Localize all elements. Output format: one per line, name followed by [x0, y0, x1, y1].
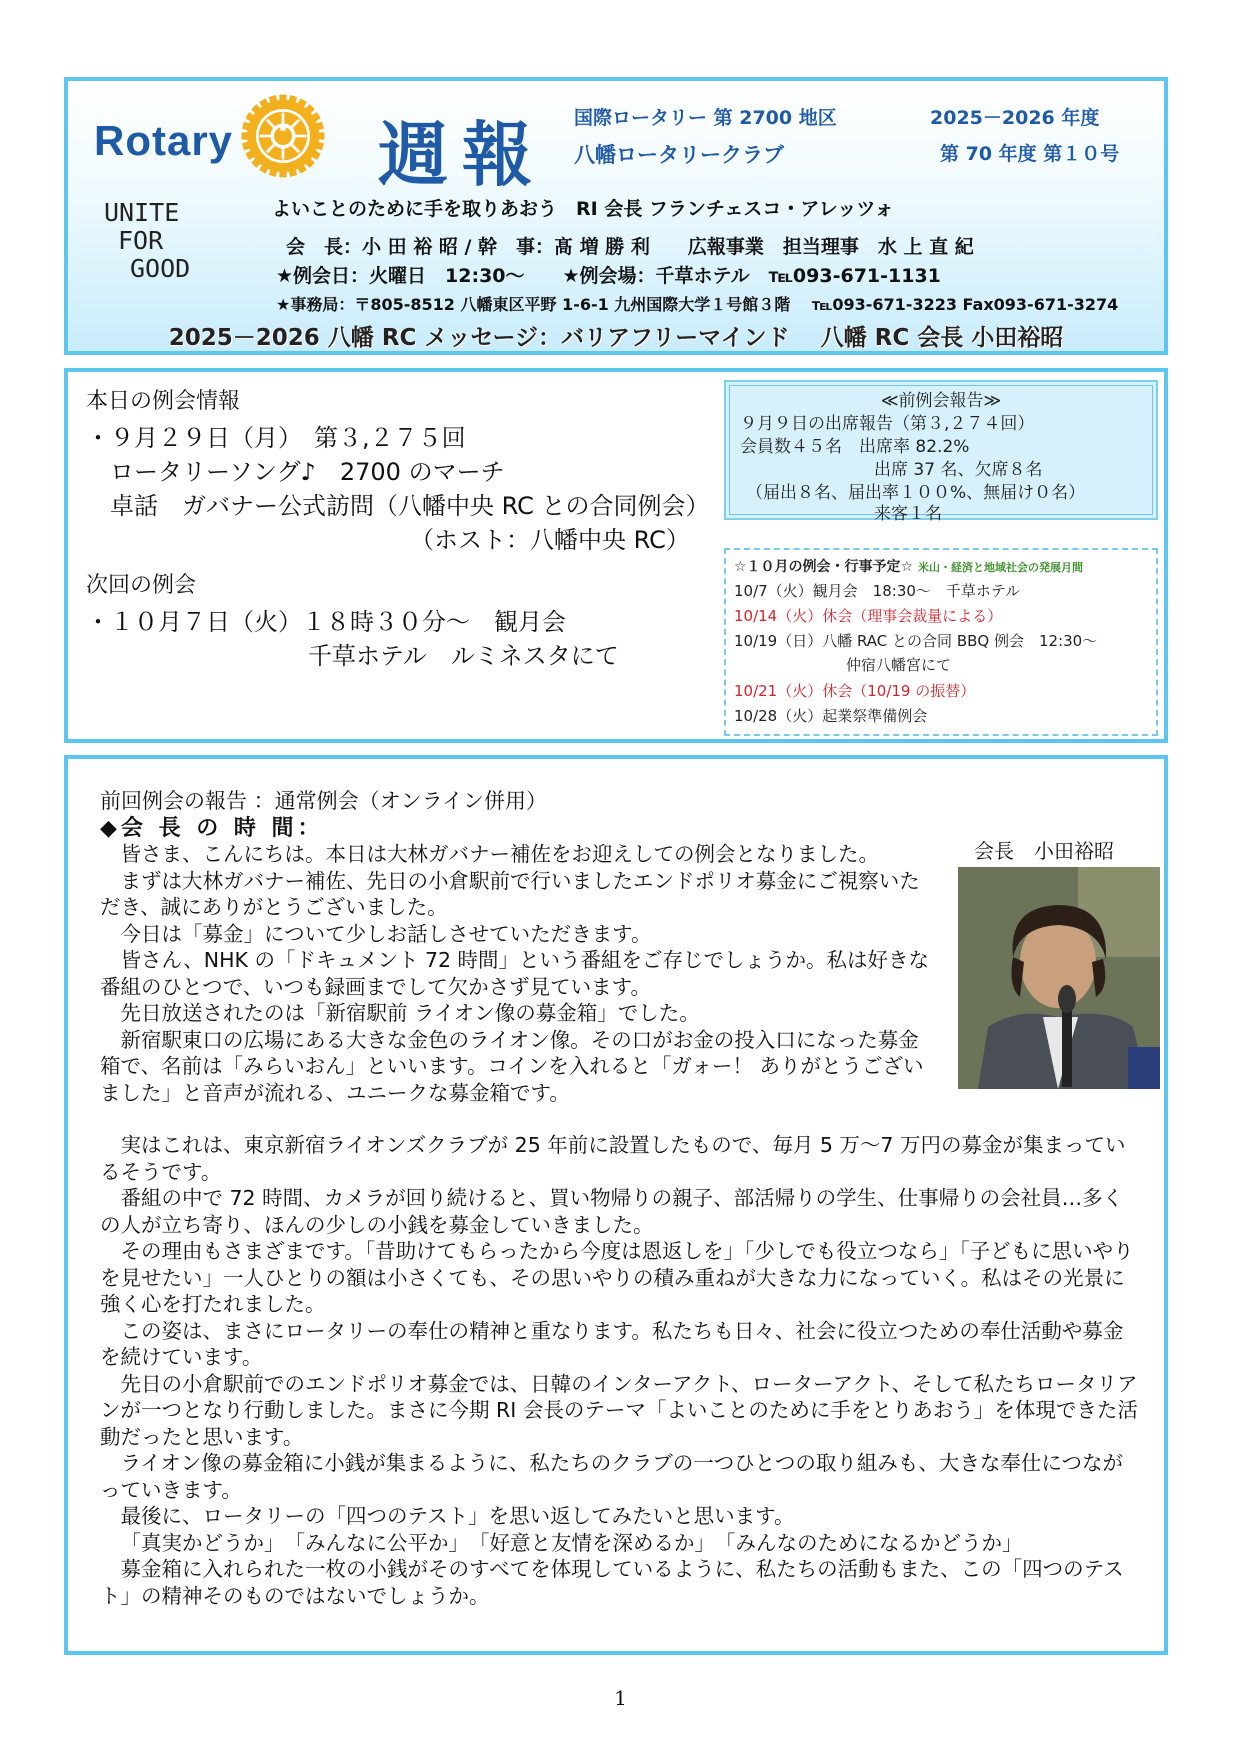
fiscal-year: 2025－2026 年度 — [930, 107, 1100, 129]
schedule-tag: 米山・経済と地域社会の発展月間 — [917, 561, 1083, 574]
schedule-title: ☆１０月の例会・行事予定☆ 米山・経済と地域社会の発展月間 — [734, 559, 1083, 575]
article-paragraph: 最後に、ロータリーの「四つのテスト」を思い返してみたいと思います。 — [120, 1504, 795, 1528]
district-label: 国際ロータリー 第 2700 地区 — [574, 107, 837, 129]
article-paragraph: 今日は「募金」について少しお話しさせていただきます。 — [120, 921, 652, 946]
schedule-item: 10/14（火）休会（理事会裁量による） — [734, 607, 1003, 625]
today-host: （ホスト：八幡中央 RC） — [410, 526, 690, 554]
article-paragraph: まずは大林ガバナー補佐、先日の小倉駅前で行いましたエンドポリオ募金にご視察いただき、誠にありがとうございました。 — [100, 868, 920, 919]
ri-theme: よいことのために手を取りあおう RI 会長 フランチェスコ・アレッツォ — [272, 198, 894, 220]
article-box — [64, 755, 1168, 1655]
article-paragraph: 「真実かどうか」 「みんなに公平か」 「好意と友情を深めるか」 「みんなのためになるかどうか」 — [120, 1530, 1023, 1555]
office-address: ★事務局：〒805-8512 八幡東区平野 1-6-1 九州国際大学１号館３階 ℡093-671-3223 Fax093-671-3274 — [276, 295, 1119, 314]
today-heading: 本日の例会情報 — [86, 389, 241, 414]
report-line: 会員数４５名 出席率 82.2% — [740, 437, 970, 457]
article-paragraph: ライオン像の募金箱に小銭が集まるように、私たちのクラブの一つひとつの取り組みも、大きな奉仕につながっていきます。 — [100, 1451, 1123, 1502]
today-date: ・９月２９日（月） 第３,２７５回 — [86, 424, 466, 452]
newsletter-header — [64, 77, 1168, 355]
today-talk: 卓話 ガバナー公式訪問（八幡中央 RC との合同例会） — [110, 492, 710, 520]
article-paragraph: その理由もさまざまです。「昔助けてもらったから今度は恩返しを」「少しでも役立つなら」「子どもに思いやりを見せたい」一人ひとりの額は小さくても、その思いやりの積み重ねが大きな力になっていく。私はその光景に強く心を打たれました。 — [100, 1239, 1134, 1316]
report-line: （届出８名、届出率１００%、無届け０名） — [746, 483, 1086, 503]
newsletter-title: 週報 — [378, 113, 546, 196]
club-officers: 会 長：小 田 裕 昭 / 幹 事：髙 増 勝 利 広報事業 担当理事 水 上 直 紀 — [286, 236, 974, 258]
article-subheading: ◆会 長 の 時 間： — [100, 816, 324, 841]
schedule-item: 10/7（火）観月会 18:30～ 千草ホテル — [734, 582, 1021, 600]
october-schedule-panel — [724, 548, 1158, 736]
report-line: 来客１名 — [874, 504, 942, 524]
next-venue: 千草ホテル ルミネスタにて — [308, 642, 619, 670]
photo-caption: 会長 小田裕昭 — [974, 839, 1114, 863]
report-title: ≪前例会報告≫ — [880, 391, 1002, 411]
schedule-item: 10/21（火）休会（10/19 の振替） — [734, 682, 976, 700]
meeting-info: ★例会日：火曜日 12:30～ ★例会場：千草ホテル ℡093-671-1131 — [276, 265, 941, 287]
president-photo — [958, 867, 1160, 1089]
today-song: ロータリーソング♪ 2700 のマーチ — [110, 458, 505, 486]
issue-number: 第 70 年度 第１０号 — [940, 143, 1120, 165]
next-date: ・１０月７日（火）１８時３０分～ 観月会 — [86, 608, 566, 636]
club-name: 八幡ロータリークラブ — [574, 143, 784, 167]
article-paragraph: 先日放送されたのは「新宿駅前 ライオン像の募金箱」でした。 — [120, 1001, 700, 1025]
next-heading: 次回の例会 — [86, 573, 197, 598]
report-line: 出席 37 名、欠席８名 — [874, 460, 1043, 480]
rotary-wheel-icon — [238, 91, 328, 181]
article-paragraph: 募金箱に入れられた一枚の小銭がそのすべてを体現しているように、私たちの活動もまた、この「四つのテスト」の精神そのものではないでしょうか。 — [100, 1557, 1124, 1608]
page-number: 1 — [614, 1686, 627, 1710]
article-paragraph: 番組の中で 72 時間、カメラが回り続けると、買い物帰りの親子、部活帰りの学生、仕事帰りの会社員…多くの人が立ち寄り、ほんの少しの小銭を募金していきました。 — [100, 1186, 1124, 1237]
previous-report-panel — [724, 380, 1158, 524]
report-line: ９月９日の出席報告（第３,２７４回） — [740, 414, 1035, 434]
article-paragraph: この姿は、まさにロータリーの奉仕の精神と重なります。私たちも日々、社会に役立つための奉仕活動や募金を続けています。 — [100, 1318, 1124, 1369]
article-paragraph: 先日の小倉駅前でのエンドポリオ募金では、日韓のインターアクト、ローターアクト、そして私たちロータリアンが一つとなり行動しました。まさに今期 RI 会長のテーマ「よいことのために手をとりあおう」を体現できた活動だったと思います。 — [100, 1371, 1138, 1449]
schedule-item: 仲宿八幡宮にて — [846, 656, 952, 674]
article-paragraph: 皆さま、こんにちは。本日は大林ガバナー補佐をお迎えしての例会となりました。 — [120, 842, 879, 866]
unite-for-good-logo: UNITE FOR GOOD — [104, 198, 191, 283]
article-paragraph: 皆さん、NHK の「ドキュメント 72 時間」という番組をご存じでしょうか。私は好きな番組のひとつで、いつも録画までして欠かさず見ています。 — [100, 948, 930, 999]
meeting-info-box — [64, 368, 1168, 743]
rotary-logo-text: Rotary — [94, 117, 234, 164]
schedule-item: 10/19（日）八幡 RAC との合同 BBQ 例会 12:30～ — [734, 632, 1098, 650]
club-message: 2025－2026 八幡 RC メッセージ：バリアフリーマインド 八幡 RC 会長 小田裕昭 — [168, 325, 1064, 351]
article-paragraph: 実はこれは、東京新宿ライオンズクラブが 25 年前に設置したもので、毎月 5 万～7 万円の募金が集まっているそうです。 — [100, 1133, 1126, 1184]
article-heading: 前回例会の報告 ：通常例会（オンライン併用） — [100, 789, 548, 813]
article-paragraph: 新宿駅東口の広場にある大きな金色のライオン像。その口がお金の投入口になった募金箱で、名前は「みらいおん」といいます。コインを入れると「ガォー！ ありがとうございました」と音声が流れる、ユニークな募金箱です。 — [100, 1027, 924, 1105]
schedule-item: 10/28（火）起業祭準備例会 — [734, 707, 928, 725]
